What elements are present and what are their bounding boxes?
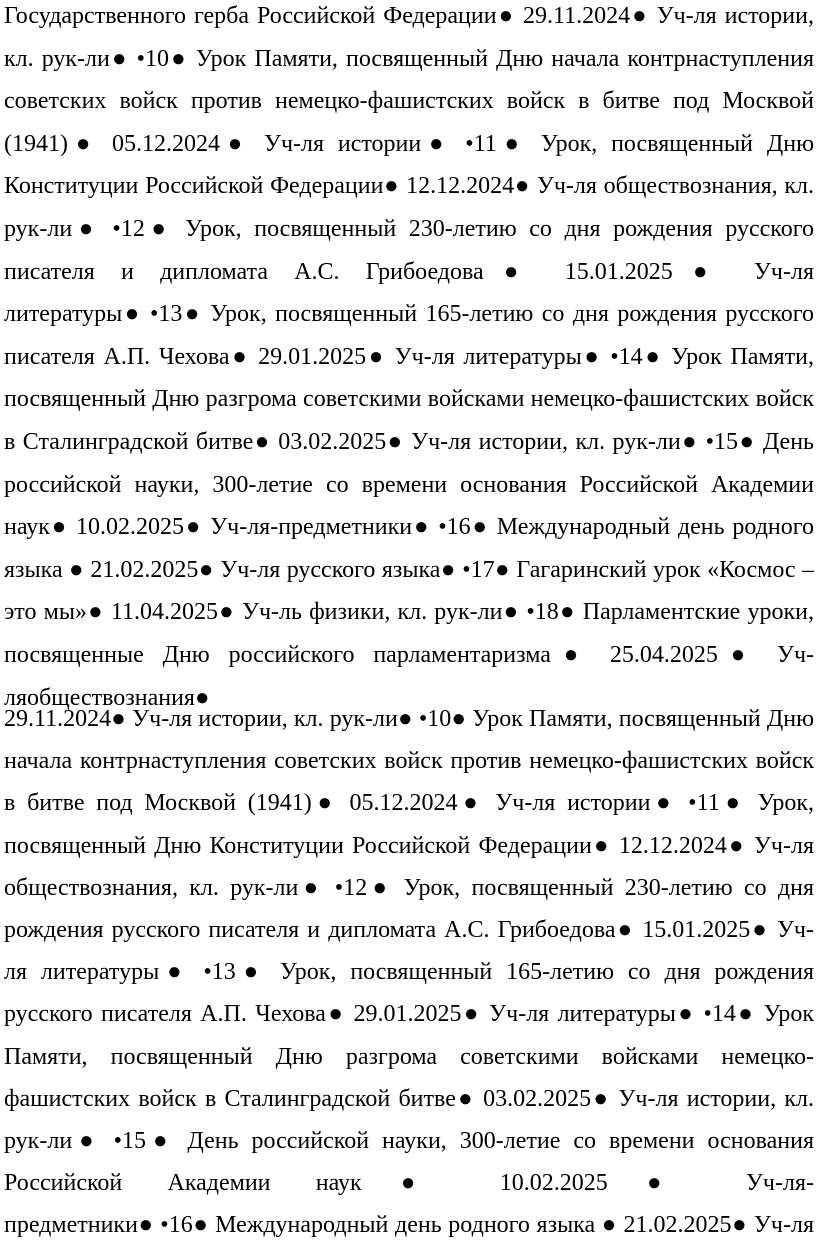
text-line: ля литературы● •13● Урок, посвященный 165-летию со дня рождения — [4, 959, 814, 986]
text-line: кл. рук-ли● •10● Урок Памяти, посвященный Дню начала контрнаступления — [4, 45, 814, 72]
text-line: в Сталинградской битве● 03.02.2025● Уч-ля истории, кл. рук-ли● •15● День — [4, 428, 814, 455]
text-line: российской науки, 300-летие со времени основания Российской Академии — [4, 471, 814, 498]
text-line: предметники● •16● Международный день родного языка ● 21.02.2025● Уч-ля — [4, 1212, 814, 1239]
text-line: Памяти, посвященный Дню разгрома советскими войсками немецко- — [4, 1043, 814, 1070]
text-line: Конституции Российской Федерации● 12.12.2024● Уч-ля обществознания, кл. — [4, 173, 814, 200]
text-line-last: ляобществознания● — [4, 684, 210, 711]
text-line: рук-ли● •12● Урок, посвященный 230-летию со дня рождения русского — [4, 215, 814, 242]
text-line: писателя и дипломата А.С. Грибоедова● 15.01.2025● Уч-ля — [4, 258, 814, 285]
text-line: (1941)● 05.12.2024● Уч-ля истории● •11● Урок, посвященный Дню — [4, 130, 814, 157]
text-line: это мы»● 11.04.2025● Уч-ль физики, кл. рук-ли● •18● Парламентские уроки, — [4, 599, 814, 626]
text-line: посвященные Дню российского парламентаризма● 25.04.2025● Уч- — [4, 641, 814, 668]
text-line: литературы● •13● Урок, посвященный 165-летию со дня рождения русского — [4, 301, 814, 328]
text-line: рождения русского писателя и дипломата А.С. Грибоедова● 15.01.2025● Уч- — [4, 916, 814, 943]
paragraph-one — [4, 0, 814, 724]
text-line: посвященный Дню разгрома советскими войсками немецко-фашистских войск — [4, 386, 814, 413]
text-line: писателя А.П. Чехова● 29.01.2025● Уч-ля литературы● •14● Урок Памяти, — [4, 343, 814, 370]
text-line: рук-ли● •15● День российской науки, 300-летие со времени основания — [4, 1127, 814, 1154]
text-line: советских войск против немецко-фашистских войск в битве под Москвой — [4, 88, 814, 115]
text-line: обществознания, кл. рук-ли● •12● Урок, посвященный 230-летию со дня — [4, 874, 814, 901]
paragraph-two — [4, 703, 814, 1251]
text-line: русского писателя А.П. Чехова● 29.01.2025● Уч-ля литературы● •14● Урок — [4, 1001, 814, 1028]
text-line: Российской Академии наук● 10.02.2025● Уч-ля- — [4, 1170, 814, 1197]
text-line: начала контрнаступления советских войск против немецко-фашистских войск — [4, 748, 814, 775]
text-line: посвященный Дню Конституции Российской Федерации● 12.12.2024● Уч-ля — [4, 832, 814, 859]
text-line: языка ● 21.02.2025● Уч-ля русского языка● •17● Гагаринский урок «Космос – — [4, 556, 814, 583]
text-line: фашистских войск в Сталинградской битве● 03.02.2025● Уч-ля истории, кл. — [4, 1085, 814, 1112]
text-line: в битве под Москвой (1941)● 05.12.2024● Уч-ля истории● •11● Урок, — [4, 790, 814, 817]
text-line: 29.11.2024● Уч-ля истории, кл. рук-ли● •10● Урок Памяти, посвященный Дню — [4, 706, 814, 732]
text-line: Государственного герба Российской Федерации● 29.11.2024● Уч-ля истории, — [4, 3, 814, 29]
text-line: наук● 10.02.2025● Уч-ля-предметники● •16● Международный день родного — [4, 514, 814, 541]
